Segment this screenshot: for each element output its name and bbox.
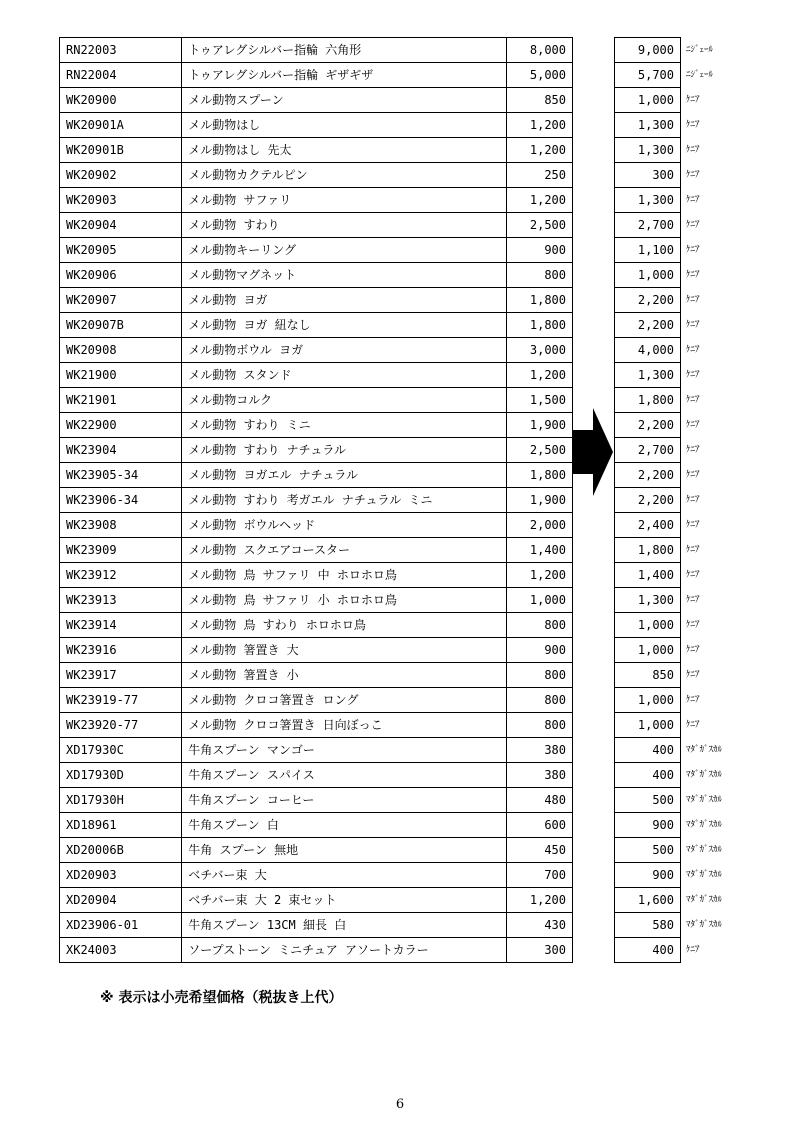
table-row xyxy=(615,163,783,188)
origin-country: ﾏﾀﾞｶﾞｽｶﾙ xyxy=(686,745,723,755)
product-code: WK20902 xyxy=(60,163,182,188)
old-price: 800 xyxy=(506,613,572,638)
product-name: メル動物はし 先太 xyxy=(182,138,507,163)
product-name: メル動物 ヨガ 紐なし xyxy=(182,313,507,338)
product-code: WK23906-34 xyxy=(60,488,182,513)
table-row xyxy=(60,938,573,963)
product-name: ソープストーン ミニチュア アソートカラー xyxy=(182,938,507,963)
old-price: 450 xyxy=(506,838,572,863)
old-price: 1,200 xyxy=(506,113,572,138)
new-price: 1,300 xyxy=(615,588,681,613)
table-row xyxy=(615,613,783,638)
table-row xyxy=(615,463,783,488)
product-name: メル動物 スタンド xyxy=(182,363,507,388)
origin-country: ﾏﾀﾞｶﾞｽｶﾙ xyxy=(686,870,723,880)
origin-country: ｹﾆｱ xyxy=(686,695,700,705)
table-row xyxy=(60,913,573,938)
old-price: 1,900 xyxy=(506,413,572,438)
new-price: 9,000 xyxy=(615,38,681,63)
product-code: WK20903 xyxy=(60,188,182,213)
origin-country: ｹﾆｱ xyxy=(686,170,700,180)
product-name: 牛角スプーン マンゴー xyxy=(182,738,507,763)
table-row xyxy=(60,163,573,188)
old-price: 850 xyxy=(506,88,572,113)
table-row xyxy=(615,138,783,163)
table-row xyxy=(60,638,573,663)
old-price: 1,800 xyxy=(506,288,572,313)
table-row xyxy=(615,688,783,713)
origin-country: ｹﾆｱ xyxy=(686,945,700,955)
table-row xyxy=(615,738,783,763)
product-code: XD18961 xyxy=(60,813,182,838)
old-price: 2,500 xyxy=(506,213,572,238)
old-price: 3,000 xyxy=(506,338,572,363)
origin-country: ｹﾆｱ xyxy=(686,220,700,230)
old-price: 800 xyxy=(506,688,572,713)
table-row xyxy=(60,138,573,163)
new-price: 400 xyxy=(615,738,681,763)
origin-country: ﾆｼﾞｪｰﾙ xyxy=(686,45,714,55)
new-price: 1,300 xyxy=(615,188,681,213)
product-code: WK23905-34 xyxy=(60,463,182,488)
origin-country: ﾆｼﾞｪｰﾙ xyxy=(686,70,714,80)
product-name: メル動物キーリング xyxy=(182,238,507,263)
product-name: メル動物 鳥 サファリ 中 ホロホロ鳥 xyxy=(182,563,507,588)
table-row xyxy=(60,213,573,238)
origin-country: ﾏﾀﾞｶﾞｽｶﾙ xyxy=(686,895,723,905)
new-price: 1,300 xyxy=(615,138,681,163)
origin-country: ﾏﾀﾞｶﾞｽｶﾙ xyxy=(686,795,723,805)
table-row xyxy=(60,863,573,888)
new-price: 1,400 xyxy=(615,563,681,588)
table-row xyxy=(615,663,783,688)
old-price: 1,000 xyxy=(506,588,572,613)
table-row xyxy=(615,513,783,538)
table-row xyxy=(60,63,573,88)
product-code: WK20908 xyxy=(60,338,182,363)
product-code: WK22900 xyxy=(60,413,182,438)
product-name: メル動物 鳥 すわり ホロホロ鳥 xyxy=(182,613,507,638)
product-name: トゥアレグシルバー指輪 六角形 xyxy=(182,38,507,63)
product-code: XD17930D xyxy=(60,763,182,788)
origin-country: ﾏﾀﾞｶﾞｽｶﾙ xyxy=(686,920,723,930)
new-price: 2,200 xyxy=(615,488,681,513)
table-row xyxy=(615,588,783,613)
new-price: 1,000 xyxy=(615,713,681,738)
product-code: WK23917 xyxy=(60,663,182,688)
product-name: メル動物 箸置き 大 xyxy=(182,638,507,663)
origin-country: ｹﾆｱ xyxy=(686,270,700,280)
product-name: メル動物 ヨガエル ナチュラル xyxy=(182,463,507,488)
table-row xyxy=(60,88,573,113)
product-name: メル動物 クロコ箸置き 日向ぼっこ xyxy=(182,713,507,738)
origin-country: ｹﾆｱ xyxy=(686,370,700,380)
new-price: 500 xyxy=(615,838,681,863)
table-row xyxy=(615,813,783,838)
product-code: WK20907 xyxy=(60,288,182,313)
product-code: XD17930H xyxy=(60,788,182,813)
origin-country: ｹﾆｱ xyxy=(686,545,700,555)
origin-country: ｹﾆｱ xyxy=(686,145,700,155)
table-row xyxy=(60,738,573,763)
product-code: WK21900 xyxy=(60,363,182,388)
table-row xyxy=(615,388,783,413)
new-price: 400 xyxy=(615,938,681,963)
new-price: 900 xyxy=(615,863,681,888)
product-code: XD20006B xyxy=(60,838,182,863)
table-row xyxy=(60,538,573,563)
product-code: RN22004 xyxy=(60,63,182,88)
new-price: 2,200 xyxy=(615,288,681,313)
page-number: 6 xyxy=(395,1097,405,1112)
table-row xyxy=(615,113,783,138)
new-price: 2,200 xyxy=(615,413,681,438)
origin-country: ｹﾆｱ xyxy=(686,295,700,305)
origin-country: ｹﾆｱ xyxy=(686,445,700,455)
table-row xyxy=(60,263,573,288)
table-row xyxy=(60,813,573,838)
product-name: メル動物コルク xyxy=(182,388,507,413)
new-price: 2,700 xyxy=(615,438,681,463)
table-row xyxy=(615,763,783,788)
product-name: 牛角スプーン 13CM 細長 白 xyxy=(182,913,507,938)
origin-country: ｹﾆｱ xyxy=(686,95,700,105)
origin-country: ｹﾆｱ xyxy=(686,720,700,730)
product-name: 牛角スプーン スパイス xyxy=(182,763,507,788)
table-row xyxy=(60,563,573,588)
origin-country: ｹﾆｱ xyxy=(686,320,700,330)
product-code: WK23920-77 xyxy=(60,713,182,738)
table-row xyxy=(60,313,573,338)
new-price: 1,000 xyxy=(615,688,681,713)
old-price: 250 xyxy=(506,163,572,188)
table-row xyxy=(60,113,573,138)
product-code: WK23909 xyxy=(60,538,182,563)
table-row xyxy=(615,413,783,438)
old-price: 380 xyxy=(506,738,572,763)
origin-country: ｹﾆｱ xyxy=(686,620,700,630)
new-price: 1,800 xyxy=(615,388,681,413)
product-name: メル動物 サファリ xyxy=(182,188,507,213)
table-row xyxy=(60,713,573,738)
old-price: 1,800 xyxy=(506,313,572,338)
table-row xyxy=(615,938,783,963)
origin-country: ｹﾆｱ xyxy=(686,595,700,605)
table-row xyxy=(60,238,573,263)
new-price: 1,000 xyxy=(615,613,681,638)
new-price-table xyxy=(614,37,783,963)
product-code: WK20906 xyxy=(60,263,182,288)
table-row xyxy=(60,838,573,863)
origin-country: ｹﾆｱ xyxy=(686,120,700,130)
new-price: 4,000 xyxy=(615,338,681,363)
new-price: 2,200 xyxy=(615,463,681,488)
product-code: XD20903 xyxy=(60,863,182,888)
product-name: メル動物 すわり ミニ xyxy=(182,413,507,438)
old-price: 2,500 xyxy=(506,438,572,463)
new-price: 1,000 xyxy=(615,263,681,288)
old-price: 430 xyxy=(506,913,572,938)
table-row xyxy=(615,63,783,88)
product-code: WK20904 xyxy=(60,213,182,238)
table-row xyxy=(60,688,573,713)
table-row xyxy=(615,838,783,863)
table-row xyxy=(60,888,573,913)
table-row xyxy=(615,38,783,63)
product-code: WK20900 xyxy=(60,88,182,113)
table-row xyxy=(615,563,783,588)
origin-country: ｹﾆｱ xyxy=(686,495,700,505)
old-price: 800 xyxy=(506,263,572,288)
product-code: WK20901B xyxy=(60,138,182,163)
table-row xyxy=(60,288,573,313)
product-code: WK21901 xyxy=(60,388,182,413)
new-price: 1,600 xyxy=(615,888,681,913)
old-price: 380 xyxy=(506,763,572,788)
table-row xyxy=(60,438,573,463)
new-price: 2,200 xyxy=(615,313,681,338)
old-price: 1,500 xyxy=(506,388,572,413)
product-code: WK23916 xyxy=(60,638,182,663)
old-price: 1,200 xyxy=(506,363,572,388)
table-row xyxy=(60,663,573,688)
product-name: 牛角 スプーン 無地 xyxy=(182,838,507,863)
product-code: WK23904 xyxy=(60,438,182,463)
new-price: 900 xyxy=(615,813,681,838)
origin-country: ｹﾆｱ xyxy=(686,645,700,655)
product-name: ベチバー束 大 2 束セット xyxy=(182,888,507,913)
old-price: 300 xyxy=(506,938,572,963)
product-code: WK23913 xyxy=(60,588,182,613)
table-row xyxy=(615,638,783,663)
table-row xyxy=(615,213,783,238)
table-row xyxy=(60,338,573,363)
table-row xyxy=(615,713,783,738)
old-price-table xyxy=(59,37,573,963)
new-price: 580 xyxy=(615,913,681,938)
product-name: メル動物 スクエアコースター xyxy=(182,538,507,563)
product-name: メル動物ボウル ヨガ xyxy=(182,338,507,363)
new-price: 400 xyxy=(615,763,681,788)
table-row xyxy=(615,188,783,213)
table-row xyxy=(615,913,783,938)
table-row xyxy=(60,38,573,63)
old-price: 900 xyxy=(506,638,572,663)
new-price: 1,100 xyxy=(615,238,681,263)
product-code: RN22003 xyxy=(60,38,182,63)
old-price: 600 xyxy=(506,813,572,838)
product-code: WK20901A xyxy=(60,113,182,138)
product-name: ベチバー束 大 xyxy=(182,863,507,888)
old-price: 480 xyxy=(506,788,572,813)
old-price: 1,200 xyxy=(506,188,572,213)
table-row xyxy=(60,763,573,788)
old-price: 1,200 xyxy=(506,563,572,588)
new-price: 1,800 xyxy=(615,538,681,563)
table-row xyxy=(615,863,783,888)
product-code: XD20904 xyxy=(60,888,182,913)
old-price: 1,400 xyxy=(506,538,572,563)
old-price: 5,000 xyxy=(506,63,572,88)
new-price: 2,700 xyxy=(615,213,681,238)
old-price: 2,000 xyxy=(506,513,572,538)
table-row xyxy=(60,588,573,613)
table-row xyxy=(615,88,783,113)
product-name: メル動物 ヨガ xyxy=(182,288,507,313)
old-price: 800 xyxy=(506,663,572,688)
price-note: ※ 表示は小売希望価格（税抜き上代） xyxy=(100,990,343,1006)
origin-country: ﾏﾀﾞｶﾞｽｶﾙ xyxy=(686,770,723,780)
product-name: メル動物 すわり 考ガエル ナチュラル ミニ xyxy=(182,488,507,513)
origin-country: ｹﾆｱ xyxy=(686,395,700,405)
new-price: 850 xyxy=(615,663,681,688)
product-name: メル動物マグネット xyxy=(182,263,507,288)
product-name: メル動物 すわり xyxy=(182,213,507,238)
old-price: 1,200 xyxy=(506,888,572,913)
product-name: メル動物 クロコ箸置き ロング xyxy=(182,688,507,713)
table-row xyxy=(60,513,573,538)
table-row xyxy=(60,363,573,388)
product-code: WK20905 xyxy=(60,238,182,263)
old-price: 1,200 xyxy=(506,138,572,163)
table-row xyxy=(60,613,573,638)
old-price: 1,900 xyxy=(506,488,572,513)
origin-country: ﾏﾀﾞｶﾞｽｶﾙ xyxy=(686,845,723,855)
old-price: 800 xyxy=(506,713,572,738)
product-name: メル動物 箸置き 小 xyxy=(182,663,507,688)
new-price: 2,400 xyxy=(615,513,681,538)
product-code: XD23906-01 xyxy=(60,913,182,938)
table-row xyxy=(615,288,783,313)
table-row xyxy=(60,388,573,413)
table-row xyxy=(60,188,573,213)
table-row xyxy=(615,438,783,463)
table-row xyxy=(60,413,573,438)
table-row xyxy=(615,313,783,338)
table-row xyxy=(60,788,573,813)
product-code: WK23919-77 xyxy=(60,688,182,713)
product-code: XD17930C xyxy=(60,738,182,763)
product-name: メル動物はし xyxy=(182,113,507,138)
product-name: メル動物スプーン xyxy=(182,88,507,113)
product-code: WK23908 xyxy=(60,513,182,538)
new-price: 1,000 xyxy=(615,88,681,113)
new-price: 500 xyxy=(615,788,681,813)
table-row xyxy=(615,263,783,288)
product-name: メル動物カクテルピン xyxy=(182,163,507,188)
table-row xyxy=(615,238,783,263)
table-row xyxy=(615,538,783,563)
product-code: XK24003 xyxy=(60,938,182,963)
new-price: 1,000 xyxy=(615,638,681,663)
product-name: 牛角スプーン 白 xyxy=(182,813,507,838)
product-name: メル動物 鳥 サファリ 小 ホロホロ鳥 xyxy=(182,588,507,613)
old-price: 8,000 xyxy=(506,38,572,63)
product-code: WK23912 xyxy=(60,563,182,588)
table-row xyxy=(615,363,783,388)
table-row xyxy=(615,788,783,813)
table-row xyxy=(615,488,783,513)
table-row xyxy=(60,463,573,488)
table-row xyxy=(615,888,783,913)
table-row xyxy=(60,488,573,513)
old-price: 900 xyxy=(506,238,572,263)
new-price: 1,300 xyxy=(615,363,681,388)
old-price: 1,800 xyxy=(506,463,572,488)
product-name: 牛角スプーン コーヒー xyxy=(182,788,507,813)
origin-country: ｹﾆｱ xyxy=(686,420,700,430)
origin-country: ｹﾆｱ xyxy=(686,195,700,205)
origin-country: ﾏﾀﾞｶﾞｽｶﾙ xyxy=(686,820,723,830)
new-price: 5,700 xyxy=(615,63,681,88)
table-row xyxy=(615,338,783,363)
arrow-right-icon xyxy=(573,408,613,496)
origin-country: ｹﾆｱ xyxy=(686,345,700,355)
old-price: 700 xyxy=(506,863,572,888)
product-name: メル動物 ボウルヘッド xyxy=(182,513,507,538)
new-price: 300 xyxy=(615,163,681,188)
origin-country: ｹﾆｱ xyxy=(686,470,700,480)
origin-country: ｹﾆｱ xyxy=(686,670,700,680)
origin-country: ｹﾆｱ xyxy=(686,570,700,580)
product-name: トゥアレグシルバー指輪 ギザギザ xyxy=(182,63,507,88)
product-name: メル動物 すわり ナチュラル xyxy=(182,438,507,463)
origin-country: ｹﾆｱ xyxy=(686,520,700,530)
product-code: WK20907B xyxy=(60,313,182,338)
origin-country: ｹﾆｱ xyxy=(686,245,700,255)
new-price: 1,300 xyxy=(615,113,681,138)
product-code: WK23914 xyxy=(60,613,182,638)
